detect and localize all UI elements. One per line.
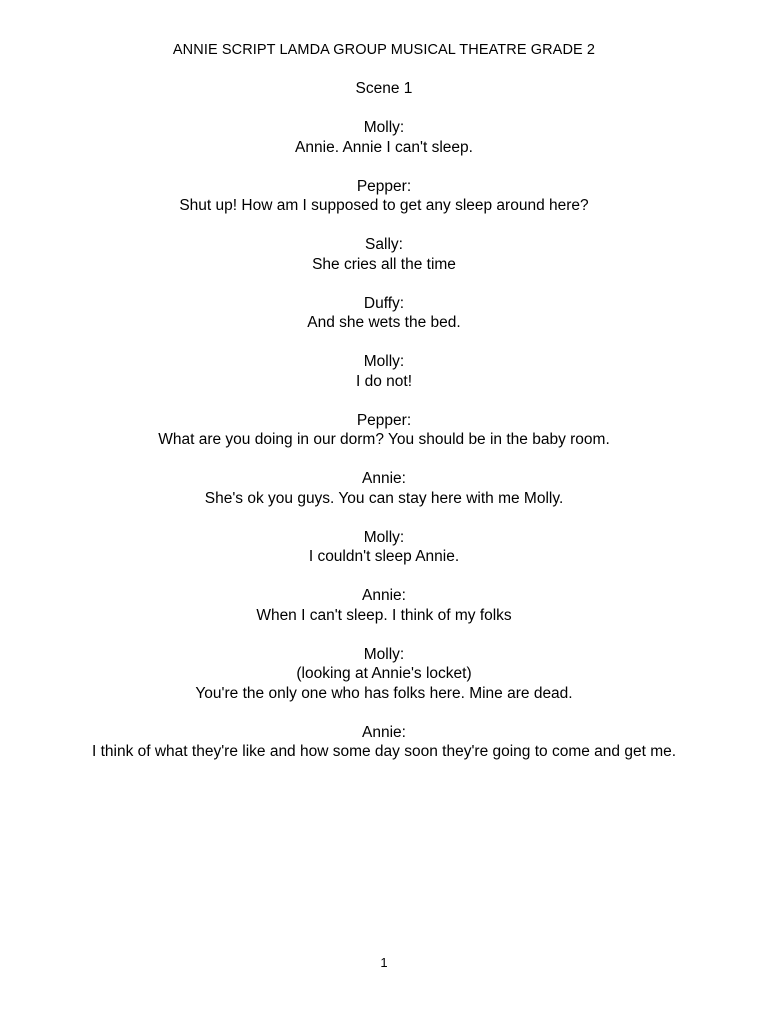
speaker-name: Molly:: [363, 528, 405, 546]
dialogue-line: And she wets the bed.: [307, 314, 461, 331]
dialogue-exchange-8: [80, 528, 688, 567]
speaker-name: Molly:: [363, 353, 405, 370]
stage-direction: (looking at Annie's locket): [296, 665, 472, 682]
document-title: ANNIE SCRIPT LAMDA GROUP MUSICAL THEATRE GRADE 2: [172, 42, 596, 58]
dialogue-exchange-9: [80, 586, 688, 625]
dialogue-line: I do not!: [355, 372, 412, 390]
dialogue-line: When I can't sleep. I think of my folks: [256, 606, 512, 624]
dialogue-exchange-3: [80, 235, 688, 274]
dialogue-line: She cries all the time: [312, 255, 456, 273]
speaker-name: Duffy:: [363, 294, 405, 312]
script-body: [80, 79, 688, 781]
dialogue-exchange-5: [80, 352, 688, 391]
speaker-name: Sally:: [365, 236, 403, 253]
dialogue-line: Shut up! How am I supposed to get any sleep around here?: [179, 197, 589, 214]
speaker-name: Annie:: [362, 587, 406, 604]
dialogue-exchange-7: [80, 469, 688, 508]
dialogue-exchange-6: [80, 411, 688, 450]
dialogue-exchange-1: [80, 118, 688, 157]
dialogue-line: You're the only one who has folks here. Mine are dead.: [195, 684, 573, 702]
scene-heading: Scene 1: [355, 80, 413, 97]
dialogue-exchange-10: [80, 645, 688, 704]
dialogue-exchange-11: [80, 723, 688, 762]
speaker-name: Pepper:: [356, 411, 412, 429]
dialogue-exchange-4: [80, 294, 688, 333]
speaker-name: Annie:: [362, 470, 406, 487]
speaker-name: Pepper:: [356, 177, 412, 195]
speaker-name: Molly:: [363, 645, 405, 663]
dialogue-line: Annie. Annie I can't sleep.: [295, 138, 473, 156]
dialogue-exchange-2: [80, 177, 688, 216]
page-number: 1: [380, 955, 388, 970]
speaker-name: Molly:: [363, 119, 405, 136]
speaker-name: Annie:: [362, 723, 406, 741]
dialogue-line: What are you doing in our dorm? You should be in the baby room.: [158, 431, 610, 448]
dialogue-line: I think of what they're like and how some day soon they're going to come and get me.: [91, 743, 677, 760]
dialogue-line: I couldn't sleep Annie.: [308, 548, 460, 565]
dialogue-line: She's ok you guys. You can stay here with me Molly.: [204, 489, 564, 507]
